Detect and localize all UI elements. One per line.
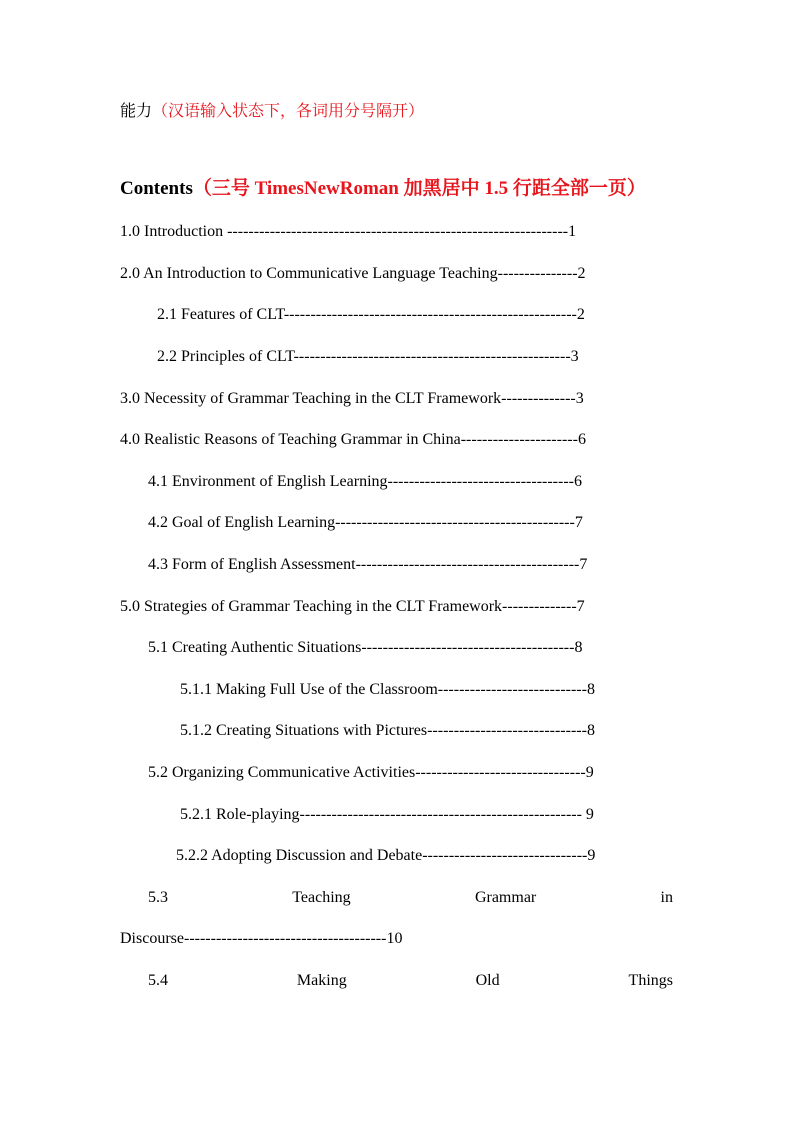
toc-entry: 4.3 Form of English Assessment------------------------------------------7 (148, 556, 588, 573)
keywords-note: （汉语输入状态下，各词用分号隔开） (152, 103, 425, 120)
toc-entry-5-3-continuation: Discourse--------------------------------------10 (120, 930, 403, 947)
toc-entry: 5.2 Organizing Communicative Activities--------------------------------9 (148, 764, 594, 781)
toc-entry: 4.0 Realistic Reasons of Teaching Grammar in China----------------------6 (120, 431, 586, 448)
toc-entry: 4.2 Goal of English Learning---------------------------------------------7 (148, 514, 583, 531)
toc-entry: 1.0 Introduction ----------------------------------------------------------------1 (120, 223, 577, 240)
toc-entry: 4.1 Environment of English Learning-----------------------------------6 (148, 473, 582, 490)
toc-entry: 5.1.2 Creating Situations with Pictures------------------------------8 (180, 722, 595, 739)
toc-entry-5-3 (148, 888, 673, 908)
toc-entry-5-4 (148, 971, 673, 991)
keywords-line (120, 102, 424, 122)
toc-entry: 5.2.2 Adopting Discussion and Debate-------------------------------9 (176, 847, 596, 864)
toc-entry: 5.0 Strategies of Grammar Teaching in the CLT Framework--------------7 (120, 598, 585, 615)
toc-word: 5.3 (148, 889, 168, 906)
toc-entry: 2.2 Principles of CLT----------------------------------------------------3 (157, 348, 579, 365)
toc-entry: 2.1 Features of CLT-------------------------------------------------------2 (157, 306, 585, 323)
toc-entry: 5.2.1 Role-playing----------------------------------------------------- 9 (180, 806, 594, 823)
toc-word: Things (628, 972, 673, 989)
toc-word: Grammar (474, 889, 537, 906)
toc-word: Making (296, 972, 347, 989)
contents-heading (120, 179, 646, 199)
toc-word: Old (475, 972, 500, 989)
toc-word: 5.4 (148, 972, 168, 989)
contents-title: Contents (120, 178, 193, 199)
toc-entry: 5.1 Creating Authentic Situations----------------------------------------8 (148, 639, 583, 656)
toc-word: Teaching (292, 889, 351, 906)
contents-note: （三号 TimesNewRoman 加黑居中 1.5 行距全部一页） (192, 178, 646, 199)
toc-entry: 2.0 An Introduction to Communicative Language Teaching---------------2 (120, 265, 586, 282)
toc-word: in (660, 889, 673, 906)
toc-entry: 3.0 Necessity of Grammar Teaching in the CLT Framework--------------3 (120, 390, 584, 407)
keywords-label: 能力 (120, 103, 153, 120)
toc-entry: 5.1.1 Making Full Use of the Classroom----------------------------8 (180, 681, 595, 698)
